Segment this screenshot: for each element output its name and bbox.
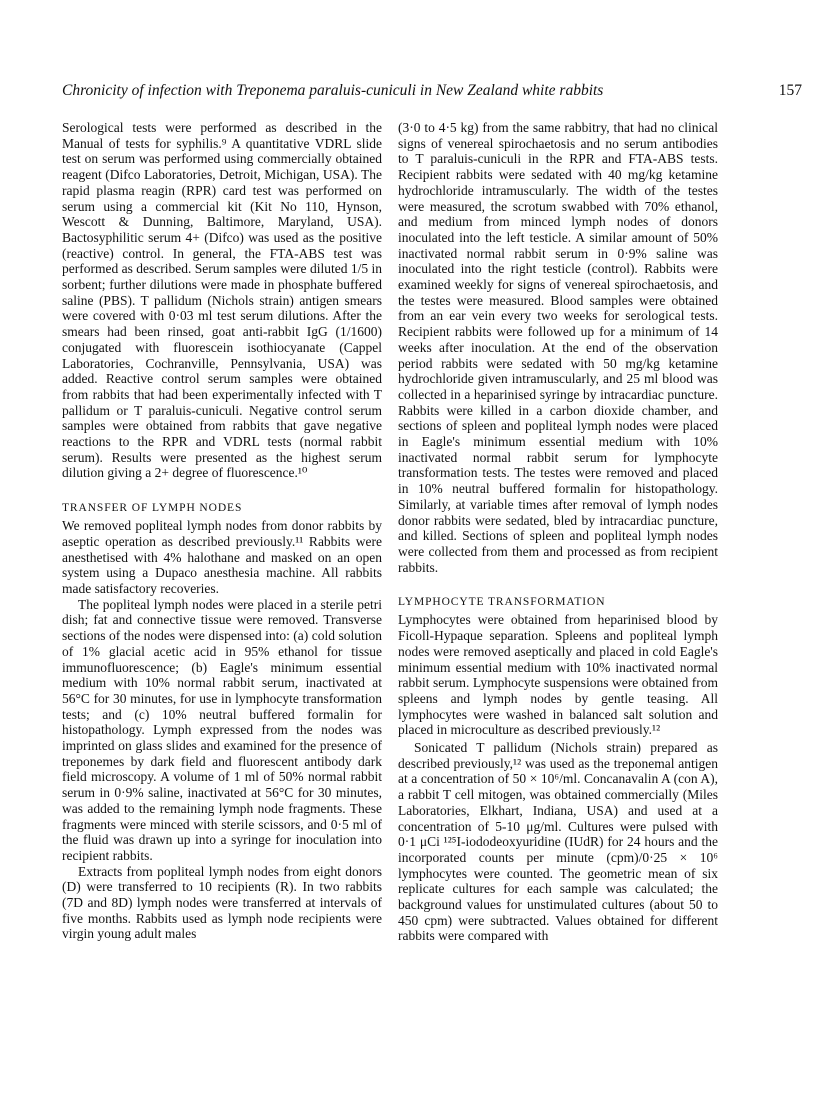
paragraph-antigen-and-culture: Sonicated T pallidum (Nichols strain) prepared as described previously,¹² was used as the treponemal antigen at a concentration of 50 × 10⁶/ml. Concanavalin A (con A), a rabbit T cell mitogen, was obtained commercially (Miles Laboratories, Elkhart, Indiana, USA) and used at a concentration of 5-10 μg/ml. Cultures were pulsed with 0·1 μCi ¹²⁵I-iododeoxyuridine (IUdR) for 24 hours and the incorporated counts per minute (cpm)/0·25 × 10⁶ lymphocytes were counted. The geometric mean of six replicate cultures for each sample was calculated; the background values for unstimulated cultures (about 50 to 450 cpm) were subtracted. Values obtained for different rabbits were compared with — [398, 740, 718, 944]
left-column — [62, 120, 382, 942]
paragraph-lymphocyte-isolation: Lymphocytes were obtained from heparinised blood by Ficoll-Hypaque separation. Spleens and popliteal lymph nodes were removed aseptically and placed in cold Eagle's minimum essential medium with 10% inactivated normal rabbit serum. Lymphocyte suspensions were obtained from spleens and lymph nodes by gentle teasing. All lymphocytes were washed in balanced salt solution and placed in microculture as described previously.¹² — [398, 612, 718, 738]
paragraph-serological-tests: Serological tests were performed as described in the Manual of tests for syphilis.⁹ A quantitative VDRL slide test on serum was performed using commercially obtained reagent (Difco Laboratories, Detroit, Michigan, USA). The rapid plasma reagin (RPR) card test was performed on serum using a commercial kit (Kit No 110, Hynson, Wescott & Dunning, Baltimore, Maryland, USA). Bactosyphilitic serum 4+ (Difco) was used as the positive (reactive) control. In general, the FTA-ABS test was performed as described. Serum samples were diluted 1/5 in sorbent; further dilutions were made in phosphate buffered saline (PBS). T pallidum (Nichols strain) antigen smears were covered with 0·03 ml test serum dilutions. After the smears had been rinsed, goat anti-rabbit IgG (1/1600) conjugated with fluorescein isothiocyanate (Cappel Laboratories, Cochranville, Pennsylvania, USA) was added. Reactive control serum samples were obtained from rabbits that had been experimentally infected with T pallidum or T paraluis-cuniculi. Negative control serum samples were obtained from rabbits that gave negative reactions to the RPR and VDRL tests (normal rabbit serum). Results were presented as the highest serum dilution giving a 2+ degree of fluorescence.¹⁰ — [62, 120, 382, 481]
paragraph-lymph-node-processing: The popliteal lymph nodes were placed in a sterile petri dish; fat and connective tissue were removed. Transverse sections of the nodes were dispensed into: (a) cold solution of 1% glacial acetic acid in 95% ethanol for tissue immunofluorescence; (b) Eagle's minimum essential medium with 10% normal rabbit serum, inactivated at 56°C for 30 minutes, for use in lymphocyte transformation tests; and (c) 10% neutral buffered formalin for histopathology. Lymph expressed from the nodes was imprinted on glass slides and examined for the presence of treponemes by dark field and fluorescent antibody dark field microscopy. A volume of 1 ml of 50% normal rabbit serum in 0·9% saline, inactivated at 56°C for 30 minutes, was added to the remaining lymph node fragments. These fragments were minced with sterile scissors, and 0·5 ml of the fluid was drawn up into a syringe for inoculation into recipient rabbits. — [62, 596, 382, 863]
section-heading-transfer-of-lymph-nodes: TRANSFER OF LYMPH NODES — [62, 502, 243, 515]
running-head — [62, 82, 802, 106]
paragraph-lymph-node-removal: We removed popliteal lymph nodes from donor rabbits by aseptic operation as described previously.¹¹ Rabbits were anesthetised with 4% halothane and masked on an open system using a Dupaco anesthesia machine. All rabbits made satisfactory recoveries. — [62, 518, 382, 596]
right-column — [398, 120, 718, 944]
paragraph-recipient-rabbits: (3·0 to 4·5 kg) from the same rabbitry, that had no clinical signs of venereal spirochaetosis and no serum antibodies to T paraluis-cuniculi in the RPR and FTA-ABS tests. Recipient rabbits were sedated with 40 mg/kg ketamine hydrochloride intramuscularly. The width of the testes were measured, the scrotum swabbed with 70% ethanol, and medium from minced lymph nodes of donors inoculated into the left testicle. A similar amount of 50% inactivated normal rabbit serum in 0·9% saline was inoculated into the right testicle (control). Rabbits were examined weekly for signs of venereal spirochaetosis, and the testes were measured. Blood samples were obtained from an ear vein every two weeks for serological tests. Recipient rabbits were followed up for a minimum of 14 weeks after inoculation. At the end of the observation period rabbits were sedated with 50 mg/kg ketamine hydrochloride given intramuscularly, and 25 ml blood was collected in a heparinised syringe by intracardiac puncture. Rabbits were killed in a carbon dioxide chamber, and sections of spleen and popliteal lymph nodes were placed in Eagle's minimum essential medium with 10% inactivated normal rabbit serum for lymphocyte transformation tests. The testes were removed and placed in 10% neutral buffered formalin for histopathology. Similarly, at variable times after removal of lymph nodes donor rabbits were sedated, bled by intracardiac puncture, and killed. Sections of spleen and popliteal lymph nodes were collected from them and processed as from recipient rabbits. — [398, 120, 718, 575]
section-heading-lymphocyte-transformation: LYMPHOCYTE TRANSFORMATION — [398, 596, 606, 609]
paragraph-extract-transfer: Extracts from popliteal lymph nodes from eight donors (D) were transferred to 10 recipients (R). In two rabbits (7D and 8D) lymph nodes were transferred at intervals of five months. Rabbits used as lymph node recipients were virgin young adult males — [62, 863, 382, 942]
page-number: 157 — [778, 82, 802, 99]
running-title: Chronicity of infection with Treponema paraluis-cuniculi in New Zealand white rabbits — [62, 82, 604, 99]
